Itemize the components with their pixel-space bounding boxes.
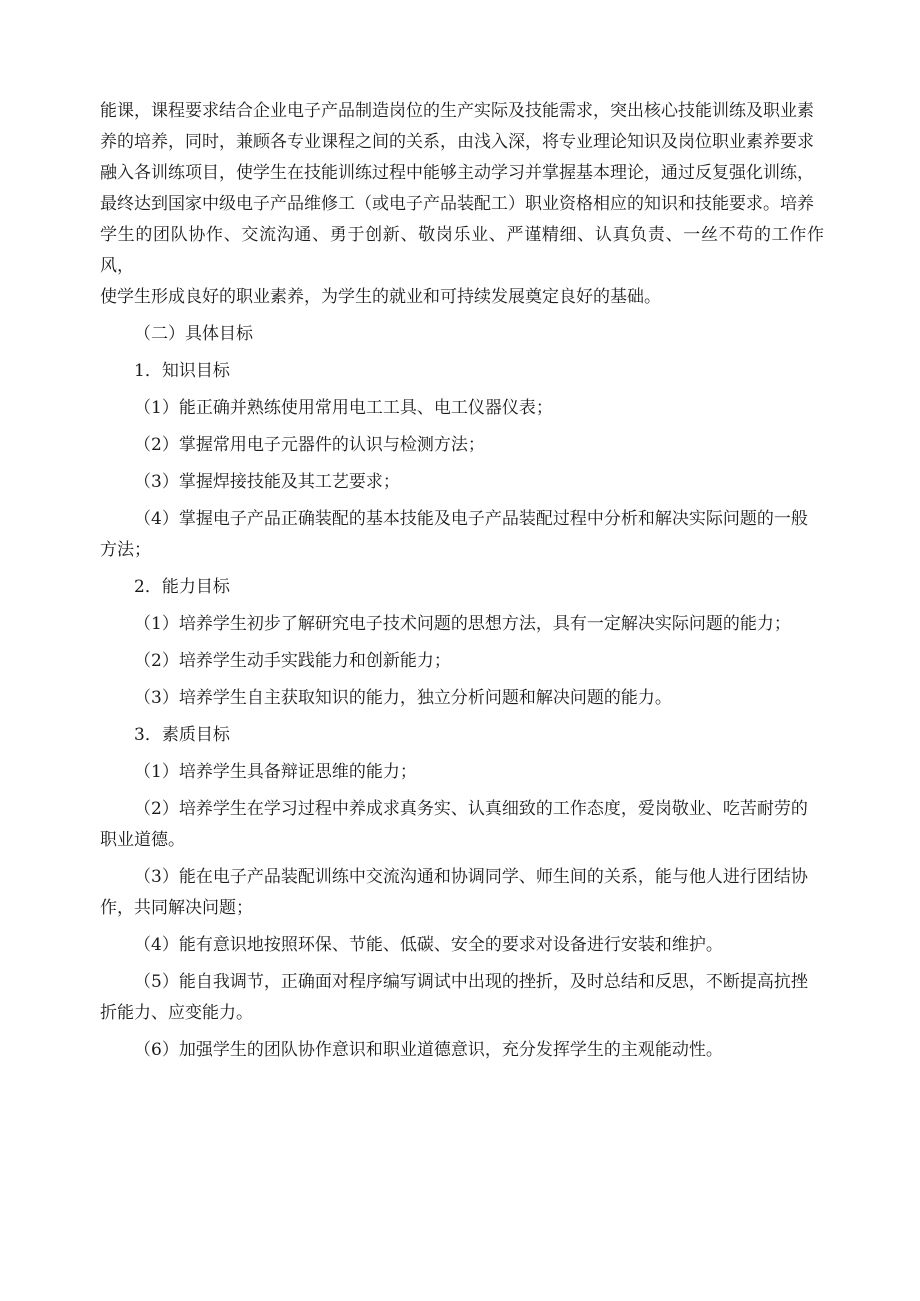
knowledge-item-3: （3）掌握焊接技能及其工艺要求； [134, 472, 400, 492]
quality-item-3: （3）能在电子产品装配训练中交流沟通和协调同学、师生间的关系，能与他人进行团结协 作，共同解决问题； [100, 867, 808, 918]
quality-item-4: （4）能有意识地按照环保、节能、低碳、安全的要求对设备进行安装和维护。 [134, 935, 723, 955]
intro-line: 学生的团队协作、交流沟通、勇于创新、敬岗乐业、严谨精细、认真负责、一丝不苟的工作作风， [100, 225, 824, 276]
quality-item-1: （1）培养学生具备辩证思维的能力； [134, 762, 417, 782]
knowledge-item-2: （2）掌握常用电子元器件的认识与检测方法； [134, 435, 485, 455]
intro-line: 融入各训练项目，使学生在技能训练过程中能够主动学习并掌握基本理论，通过反复强化训练， [100, 163, 814, 183]
document-page [100, 96, 824, 1072]
quality-heading: 3．素质目标 [134, 725, 230, 745]
quality-item-6: （6）加强学生的团队协作意识和职业道德意识，充分发挥学生的主观能动性。 [134, 1040, 723, 1060]
intro-line: 养的培养，同时，兼顾各专业课程之间的关系，由浅入深，将专业理论知识及岗位职业素养要求 [100, 132, 814, 152]
intro-line: 能课，课程要求结合企业电子产品制造岗位的生产实际及技能需求，突出核心技能训练及职业素 [100, 101, 814, 121]
knowledge-heading: 1．知识目标 [134, 361, 230, 381]
ability-heading: 2．能力目标 [134, 577, 230, 597]
ability-item-1: （1）培养学生初步了解研究电子技术问题的思想方法，具有一定解决实际问题的能力； [134, 614, 791, 634]
knowledge-item-4: （4）掌握电子产品正确装配的基本技能及电子产品装配过程中分析和解决实际问题的一般 方法； [100, 509, 808, 560]
section-heading: （二）具体目标 [134, 324, 253, 344]
intro-paragraph [100, 96, 824, 313]
ability-item-3: （3）培养学生自主获取知识的能力，独立分析问题和解决问题的能力。 [134, 688, 672, 708]
quality-item-5: （5）能自我调节，正确面对程序编写调试中出现的挫折，及时总结和反思，不断提高抗挫 折能力、应变能力。 [100, 972, 808, 1023]
intro-line: 使学生形成良好的职业素养，为学生的就业和可持续发展奠定良好的基础。 [100, 287, 661, 307]
knowledge-item-1: （1）能正确并熟练使用常用电工工具、电工仪器仪表； [134, 398, 553, 418]
quality-item-2: （2）培养学生在学习过程中养成求真务实、认真细致的工作态度，爱岗敬业、吃苦耐劳的 职业道德。 [100, 799, 808, 850]
ability-item-2: （2）培养学生动手实践能力和创新能力； [134, 651, 451, 671]
intro-line: 最终达到国家中级电子产品维修工（或电子产品装配工）职业资格相应的知识和技能要求。培养 [100, 194, 814, 214]
